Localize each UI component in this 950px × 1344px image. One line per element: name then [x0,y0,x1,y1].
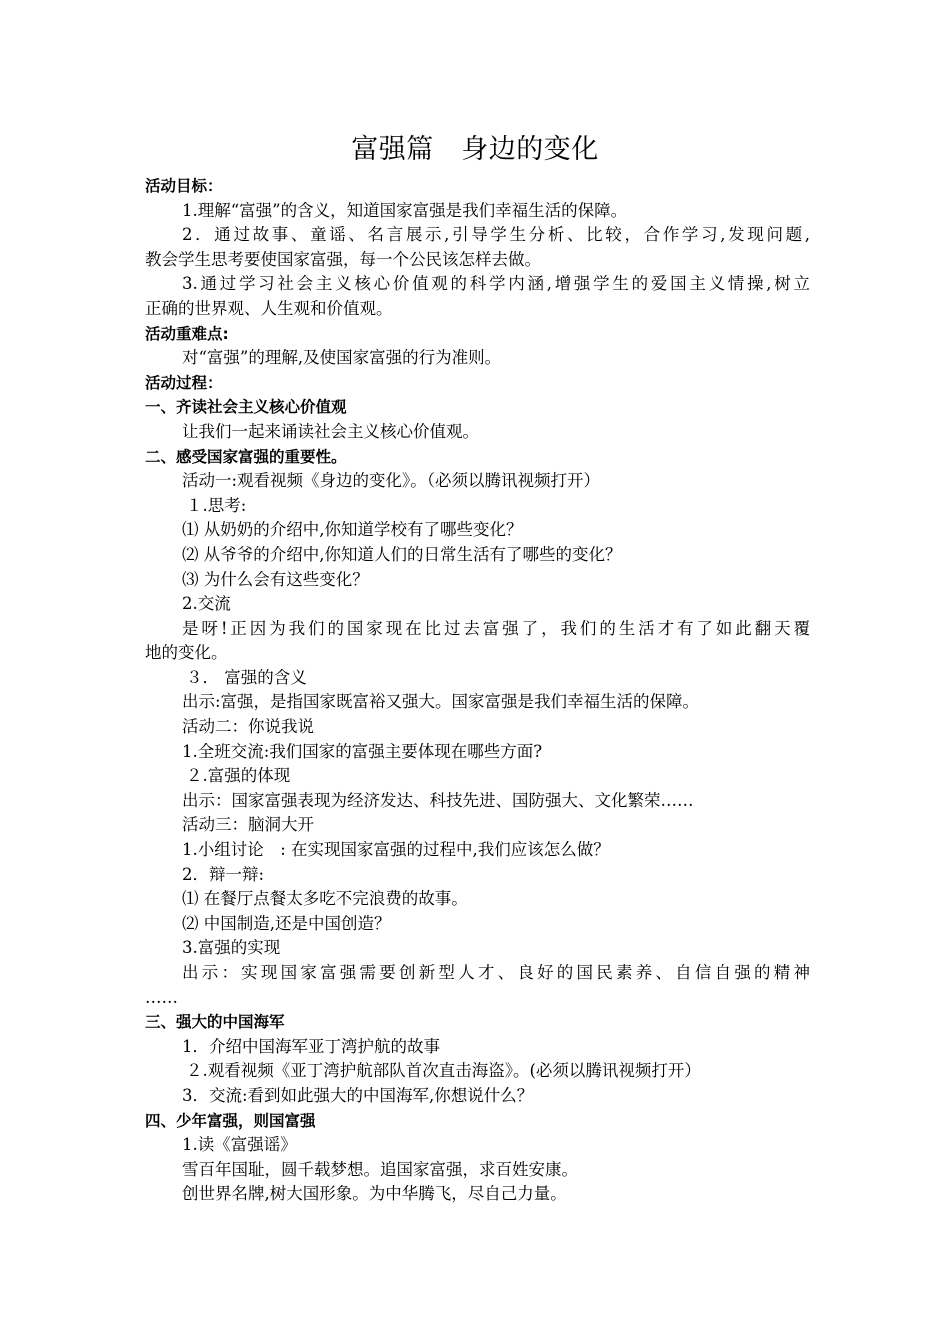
activity-3-item-3: 3.富强的实现 [182,938,281,958]
part-4-item-1: 1.读《富强谣》 [182,1135,297,1155]
meaning-heading: ３． 富强的含义 [186,667,307,687]
goal-1: 1.理解“富强”的含义，知道国家富强是我们幸福生活的保障。 [182,200,628,220]
goal-3: 3.通过学习社会主义核心价值观的科学内涵,增强学生的爱国主义情操,树立 [182,274,810,294]
part-3-item-1: 1．介绍中国海军亚丁湾护航的故事 [182,1036,440,1056]
goal-2-cont: 教会学生思考要使国家富强，每一个公民该怎样去做。 [145,249,541,269]
activity-1: 活动一:观看视频《身边的变化》。（必须以腾讯视频打开） [182,471,601,491]
exchange-text: 是呀!正因为我们的国家现在比过去富强了，我们的生活才有了如此翻天覆 [182,618,810,638]
document-title: 富强篇 身边的变化 [351,134,599,165]
section-heading-key-points: 活动重难点: [145,324,229,343]
activity-2-show: 出示：国家富强表现为经济发达、科技先进、国防强大、文化繁荣…… [182,790,694,810]
activity-2: 活动二：你说我说 [182,717,314,737]
exchange-text-cont: 地的变化。 [145,643,228,663]
exchange-label: 2.交流 [182,594,231,614]
think-question-3: ⑶ 为什么会有这些变化？ [182,569,369,589]
goal-2: 2．通过故事、童谣、名言展示,引导学生分析、比较，合作学习,发现问题, [182,225,810,245]
part-1-heading: 一、齐读社会主义核心价值观 [145,398,347,417]
part-2-heading: 二、感受国家富强的重要性。 [145,447,347,466]
section-heading-goals: 活动目标： [145,177,223,195]
activity-3-show: 出示：实现国家富强需要创新型人才、良好的国民素养、自信自强的精神 [182,963,810,982]
document-body [145,174,810,1207]
meaning-text: 出示:富强，是指国家既富裕又强大。国家富强是我们幸福生活的保障。 [182,692,700,712]
activity-1-think: １.思考: [186,495,247,515]
activity-3: 活动三：脑洞大开 [182,815,314,835]
part-4-heading: 四、少年富强，则国富强 [145,1111,316,1130]
poem-line-1: 雪百年国耻，圆千载梦想。追国家富强，求百姓安康。 [182,1159,578,1179]
poem-line-2: 创世界名牌,树大国形象。为中华腾飞，尽自己力量。 [182,1184,567,1204]
debate-item-2: ⑵ 中国制造,还是中国创造？ [182,913,391,933]
section-heading-process: 活动过程： [145,373,223,392]
key-points-text: 对“富强”的理解,及使国家富强的行为准则。 [182,348,502,368]
activity-2-item-1: 1.全班交流:我们国家的富强主要体现在哪些方面? [182,741,543,761]
goal-3-cont: 正确的世界观、人生观和价值观。 [145,298,393,318]
part-1-text: 让我们一起来诵读社会主义核心价值观。 [182,421,479,441]
activity-2-item-2: ２.富强的体现 [186,766,291,786]
think-question-1: ⑴ 从奶奶的介绍中,你知道学校有了哪些变化？ [182,520,523,540]
part-3-heading: 三、强大的中国海军 [145,1013,285,1032]
part-3-item-3: 3．交流:看到如此强大的中国海军,你想说什么？ [182,1085,534,1105]
think-question-2: ⑵ 从爷爷的介绍中,你知道人们的日常生活有了哪些的变化？ [182,544,622,564]
activity-3-show-cont: …… [145,987,178,1007]
activity-3-item-1: 1.小组讨论 : 在实现国家富强的过程中,我们应该怎么做？ [182,840,610,860]
part-3-item-2: ２.观看视频《亚丁湾护航部队首次直击海盗》。(必须以腾讯视频打开） [186,1061,701,1081]
activity-3-item-2: 2．辩一辩: [182,864,265,884]
debate-item-1: ⑴ 在餐厅点餐太多吃不完浪费的故事。 [182,889,468,909]
